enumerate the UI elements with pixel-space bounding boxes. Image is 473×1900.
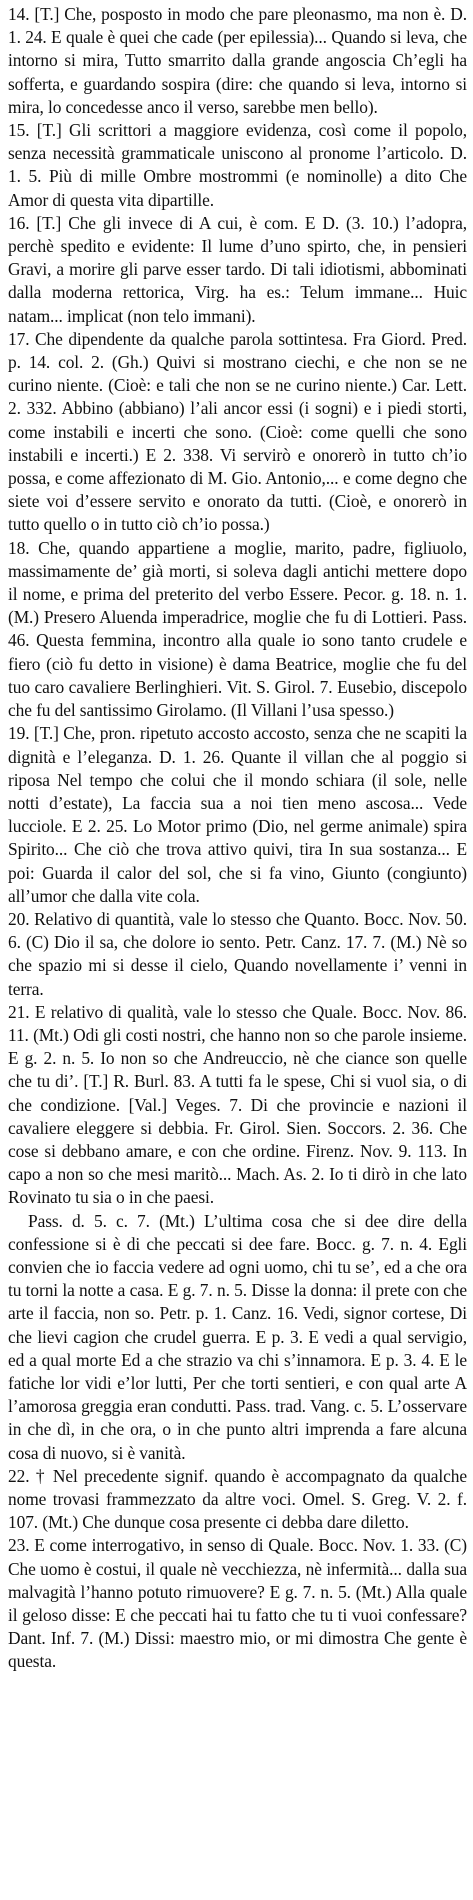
entry-23: 23. E come interrogativo, in senso di Quale. Bocc. Nov. 1. 33. (C) Che uomo è costui, il quale nè vecchiezza, nè infermità... dalla sua malvagità l’hanno potuto rimuovere? E g. 7. n. 5. (Mt.) Alla quale il geloso disse: E che peccati hai tu fatto che tu ti vuoi confessare? Dant. Inf. 7. (M.) Dissi: maestro mio, or mi dimostra Che gente è questa.: [8, 1535, 467, 1672]
entry-22: 22. † Nel precedente signif. quando è accompagnato da qualche nome trovasi frammezzato da altre voci. Omel. S. Greg. V. 2. f. 107. (Mt.) Che dunque cosa presente ci debba dare diletto.: [8, 1465, 467, 1533]
entry-21-continuation: Pass. d. 5. c. 7. (Mt.) L’ultima cosa che si dee dire della confessione si è di che peccati si dee fare. Bocc. g. 7. n. 4. Egli convien che io faccia vedere ad ogni uomo, chi tu se’, ed a che ora tu torni la notte a casa. E g. 7. n. 5. Disse la donna: il prete con che arte il faccia, non so. Petr. p. 1. Canz. 16. Vedi, signor cortese, Di che lievi cagion che crudel guerra. E p. 3. E vedi a qual servigio, ed a qual morte Ed a che strazio va chi s’innamora. E p. 3. 4. E le fatiche lor vidi e’lor lutti, Per che torti sentieri, e con qual arte A l’amorosa greggia eran condutti. Pass. trad. Vang. c. 5. L’osservare in che dì, in che ora, o in che punto altri imprenda a fare alcuna cosa di nuovo, si è vanità.: [8, 1210, 467, 1463]
entry-20: 20. Relativo di quantità, vale lo stesso che Quanto. Bocc. Nov. 50. 6. (C) Dio il sa, che dolore io sento. Petr. Canz. 17. 7. (M.) Nè so che spazio mi si desse il cielo, Quando novellamente i’ venni in terra.: [8, 908, 467, 999]
entry-18: 18. Che, quando appartiene a moglie, marito, padre, figliuolo, massimamente de’ già morti, si soleva dagli antichi mettere dopo il nome, e prima del preterito del verbo Essere. Pecor. g. 18. n. 1. (M.) Presero Aluenda imperadrice, moglie che fu di Lottieri. Pass. 46. Questa femmina, incontro alla quale io sono tanto crudele e fiero (ciò fu detto in visione) è dama Beatrice, moglie che fu del tuo caro cavaliere Berlinghieri. Vit. S. Girol. 7. Eusebio, discepolo che fu del santissimo Girolamo. (Il Villani l’usa spesso.): [8, 537, 467, 721]
entry-14: 14. [T.] Che, posposto in modo che pare pleonasmo, ma non è. D. 1. 24. E quale è quei che cade (per epilessia)... Quando si leva, che intorno si mira, Tutto smarrito dalla grande angoscia Ch’egli ha sofferta, e guardando sospira (dire: che quando si leva, intorno si mira, lo concedesse anco il verso, sarebbe men bello).: [8, 4, 467, 117]
entry-15: 15. [T.] Gli scrittori a maggiore evidenza, così come il popolo, senza necessità grammaticale uniscono al pronome l’articolo. D. 1. 5. Più di mille Ombre mostrommi (e nominolle) a dito Che Amor di questa vita dipartille.: [8, 120, 467, 210]
entry-17: 17. Che dipendente da qualche parola sottintesa. Fra Giord. Pred. p. 14. col. 2. (Gh.) Quivi si mostrano ciechi, e che non se ne curino niente. (Cioè: e tali che non se ne curino niente.) Car. Lett. 2. 332. Abbino (abbiano) l’ali ancor essi (i sogni) e i piedi storti, come instabili e incerti che sono. (Cioè: come quelli che sono instabili e incerti.) E 2. 338. Vi servirò e onorerò in tutto ch’io possa, e come affezionato di M. Gio. Antonio,... e come degno che siete voi d’essere servito e onorato da tutti. (Cioè, e onorerò in tutto quello o in tutto ciò ch’io possa.): [8, 328, 467, 535]
entry-21: 21. E relativo di qualità, vale lo stesso che Quale. Bocc. Nov. 86. 11. (Mt.) Odi gli costi nostri, che hanno non so che parole insieme. E g. 2. n. 5. Io non so che Andreuccio, nè che ciance son quelle che tu di’. [T.] R. Burl. 83. A tutti fa le spese, Chi si vuol sia, o di che condizione. [Val.] Veges. 7. Di che provincie e nazioni il cavaliere eleggere si debbia. Fr. Girol. Sien. Soccors. 2. 36. Che cose si debbano amare, e con che ordine. Firenz. Nov. 9. 113. In capo a non so che mesi maritò... Mach. As. 2. Io ti dirò in che lato Rovinato tu sia o in che paesi.: [8, 1001, 467, 1208]
entry-16: 16. [T.] Che gli invece di A cui, è com. E D. (3. 10.) l’adopra, perchè spedito e evidente: Il lume d’uno spirto, che, in pensieri Gravi, a morire gli parve esser tardo. Di tali idiotismi, abbominati dalla moderna rettorica, Virg. ha es.: Telum immane... Huic natam... implicat (non telo immani).: [8, 212, 467, 326]
entry-19: 19. [T.] Che, pron. ripetuto accosto accosto, senza che ne scapiti la dignità e l’eleganza. D. 1. 26. Quante il villan che al poggio si riposa Nel tempo che colui che il mondo schiara (il sole, nelle notti d’estate), La faccia sua a noi tien meno ascosa... Vede lucciole. E 2. 25. Lo Motor primo (Dio, nel germe animale) spira Spirito... Che ciò che trova attivo quivi, tira In sua sostanza... E poi: Guarda il calor del sol, che si fa vino, Giunto (congiunto) all’umor che dalla vite cola.: [8, 723, 467, 906]
